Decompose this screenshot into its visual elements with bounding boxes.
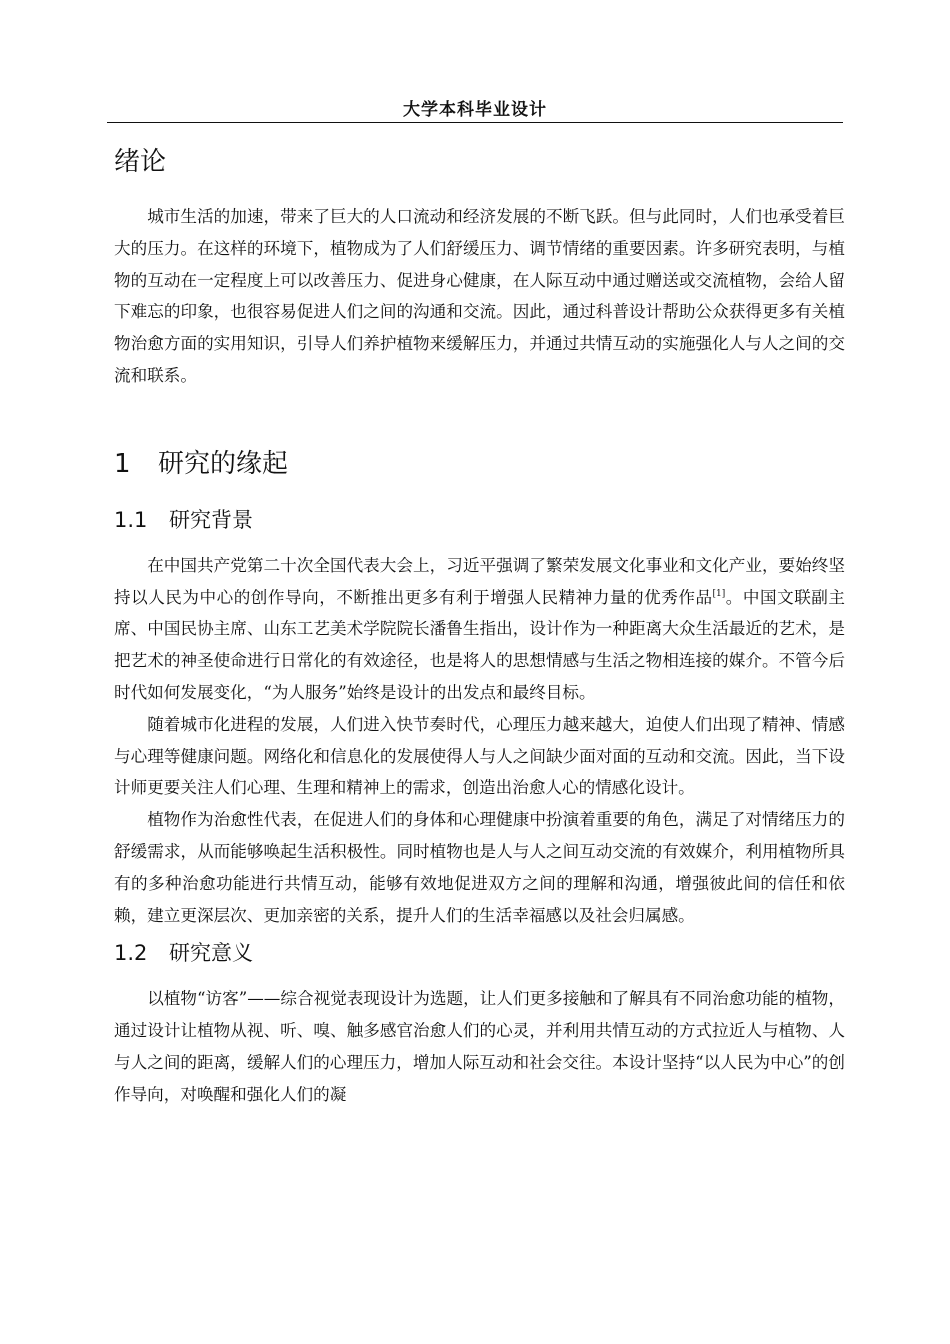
section-1-1-paragraph-1: [114, 550, 845, 709]
page-content: [114, 140, 845, 1111]
section-1-1-paragraph-2: 随着城市化进程的发展，人们进入快节奏时代，心理压力越来越大，迫使人们出现了精神、情感与心理等健康问题。网络化和信息化的发展使得人与人之间缺少面对面的互动和交流。因此，当下设计师更要关注人们心理、生理和精神上的需求，创造出治愈人心的情感化设计。: [114, 714, 845, 798]
paragraph-text: 在中国共产党第二十次全国代表大会上，习近平强调了繁荣发展文化事业和文化产业，要始终坚持以人民为中心的创作导向，不断推出更多有利于增强人民精神力量的优秀作品: [114, 555, 845, 607]
chapter-number: 1: [114, 448, 131, 479]
section-1-2-paragraph-1: 以植物“访客”——综合视觉表现设计为选题，让人们更多接触和了解具有不同治愈功能的植物，通过设计让植物从视、听、嗅、触多感官治愈人们的心灵，并利用共情互动的方式拉近人与植物、人与人之间的距离，缓解人们的心理压力，增加人际互动和社会交往。本设计坚持“以人民为中心”的创作导向，对唤醒和强化人们的凝: [114, 989, 845, 1104]
section-1-2-heading: [114, 936, 845, 970]
section-title: 研究意义: [169, 941, 253, 966]
paragraph-text: 。中国文联副主席、中国民协主席、山东工艺美术学院院长潘鲁生指出，设计作为一种距离大众生活最近的艺术，是把艺术的神圣使命进行日常化的有效途径，也是将人的思想情感与生活之物相连接的媒介。不管今后时代如何发展变化，“为人服务”始终是设计的出发点和最终目标。: [114, 587, 846, 702]
intro-heading: 绪论: [114, 147, 167, 177]
section-1-1-heading: [114, 503, 845, 537]
chapter-title: 研究的缘起: [158, 448, 289, 479]
section-number: 1.2: [114, 941, 148, 966]
citation-reference: [1]: [712, 588, 726, 599]
intro-paragraph: 城市生活的加速，带来了巨大的人口流动和经济发展的不断飞跃。但与此同时，人们也承受着巨大的压力。在这样的环境下，植物成为了人们舒缓压力、调节情绪的重要因素。许多研究表明，与植物的互动在一定程度上可以改善压力、促进身心健康，在人际互动中通过赠送或交流植物，会给人留下难忘的印象，也很容易促进人们之间的沟通和交流。因此，通过科普设计帮助公众获得更多有关植物治愈方面的实用知识，引导人们养护植物来缓解压力，并通过共情互动的实施强化人与人之间的交流和联系。: [114, 207, 845, 385]
header-divider: [107, 122, 843, 123]
running-header: 大学本科毕业设计: [403, 100, 547, 120]
section-1-1-paragraph-3: 植物作为治愈性代表，在促进人们的身体和心理健康中扮演着重要的角色，满足了对情绪压力的舒缓需求，从而能够唤起生活积极性。同时植物也是人与人之间互动交流的有效媒介，利用植物所具有的多种治愈功能进行共情互动，能够有效地促进双方之间的理解和沟通，增强彼此间的信任和依赖，建立更深层次、更加亲密的关系，提升人们的生活幸福感以及社会归属感。: [114, 810, 845, 925]
chapter-1-heading: [114, 442, 845, 486]
section-title: 研究背景: [169, 507, 253, 532]
section-number: 1.1: [114, 507, 148, 532]
